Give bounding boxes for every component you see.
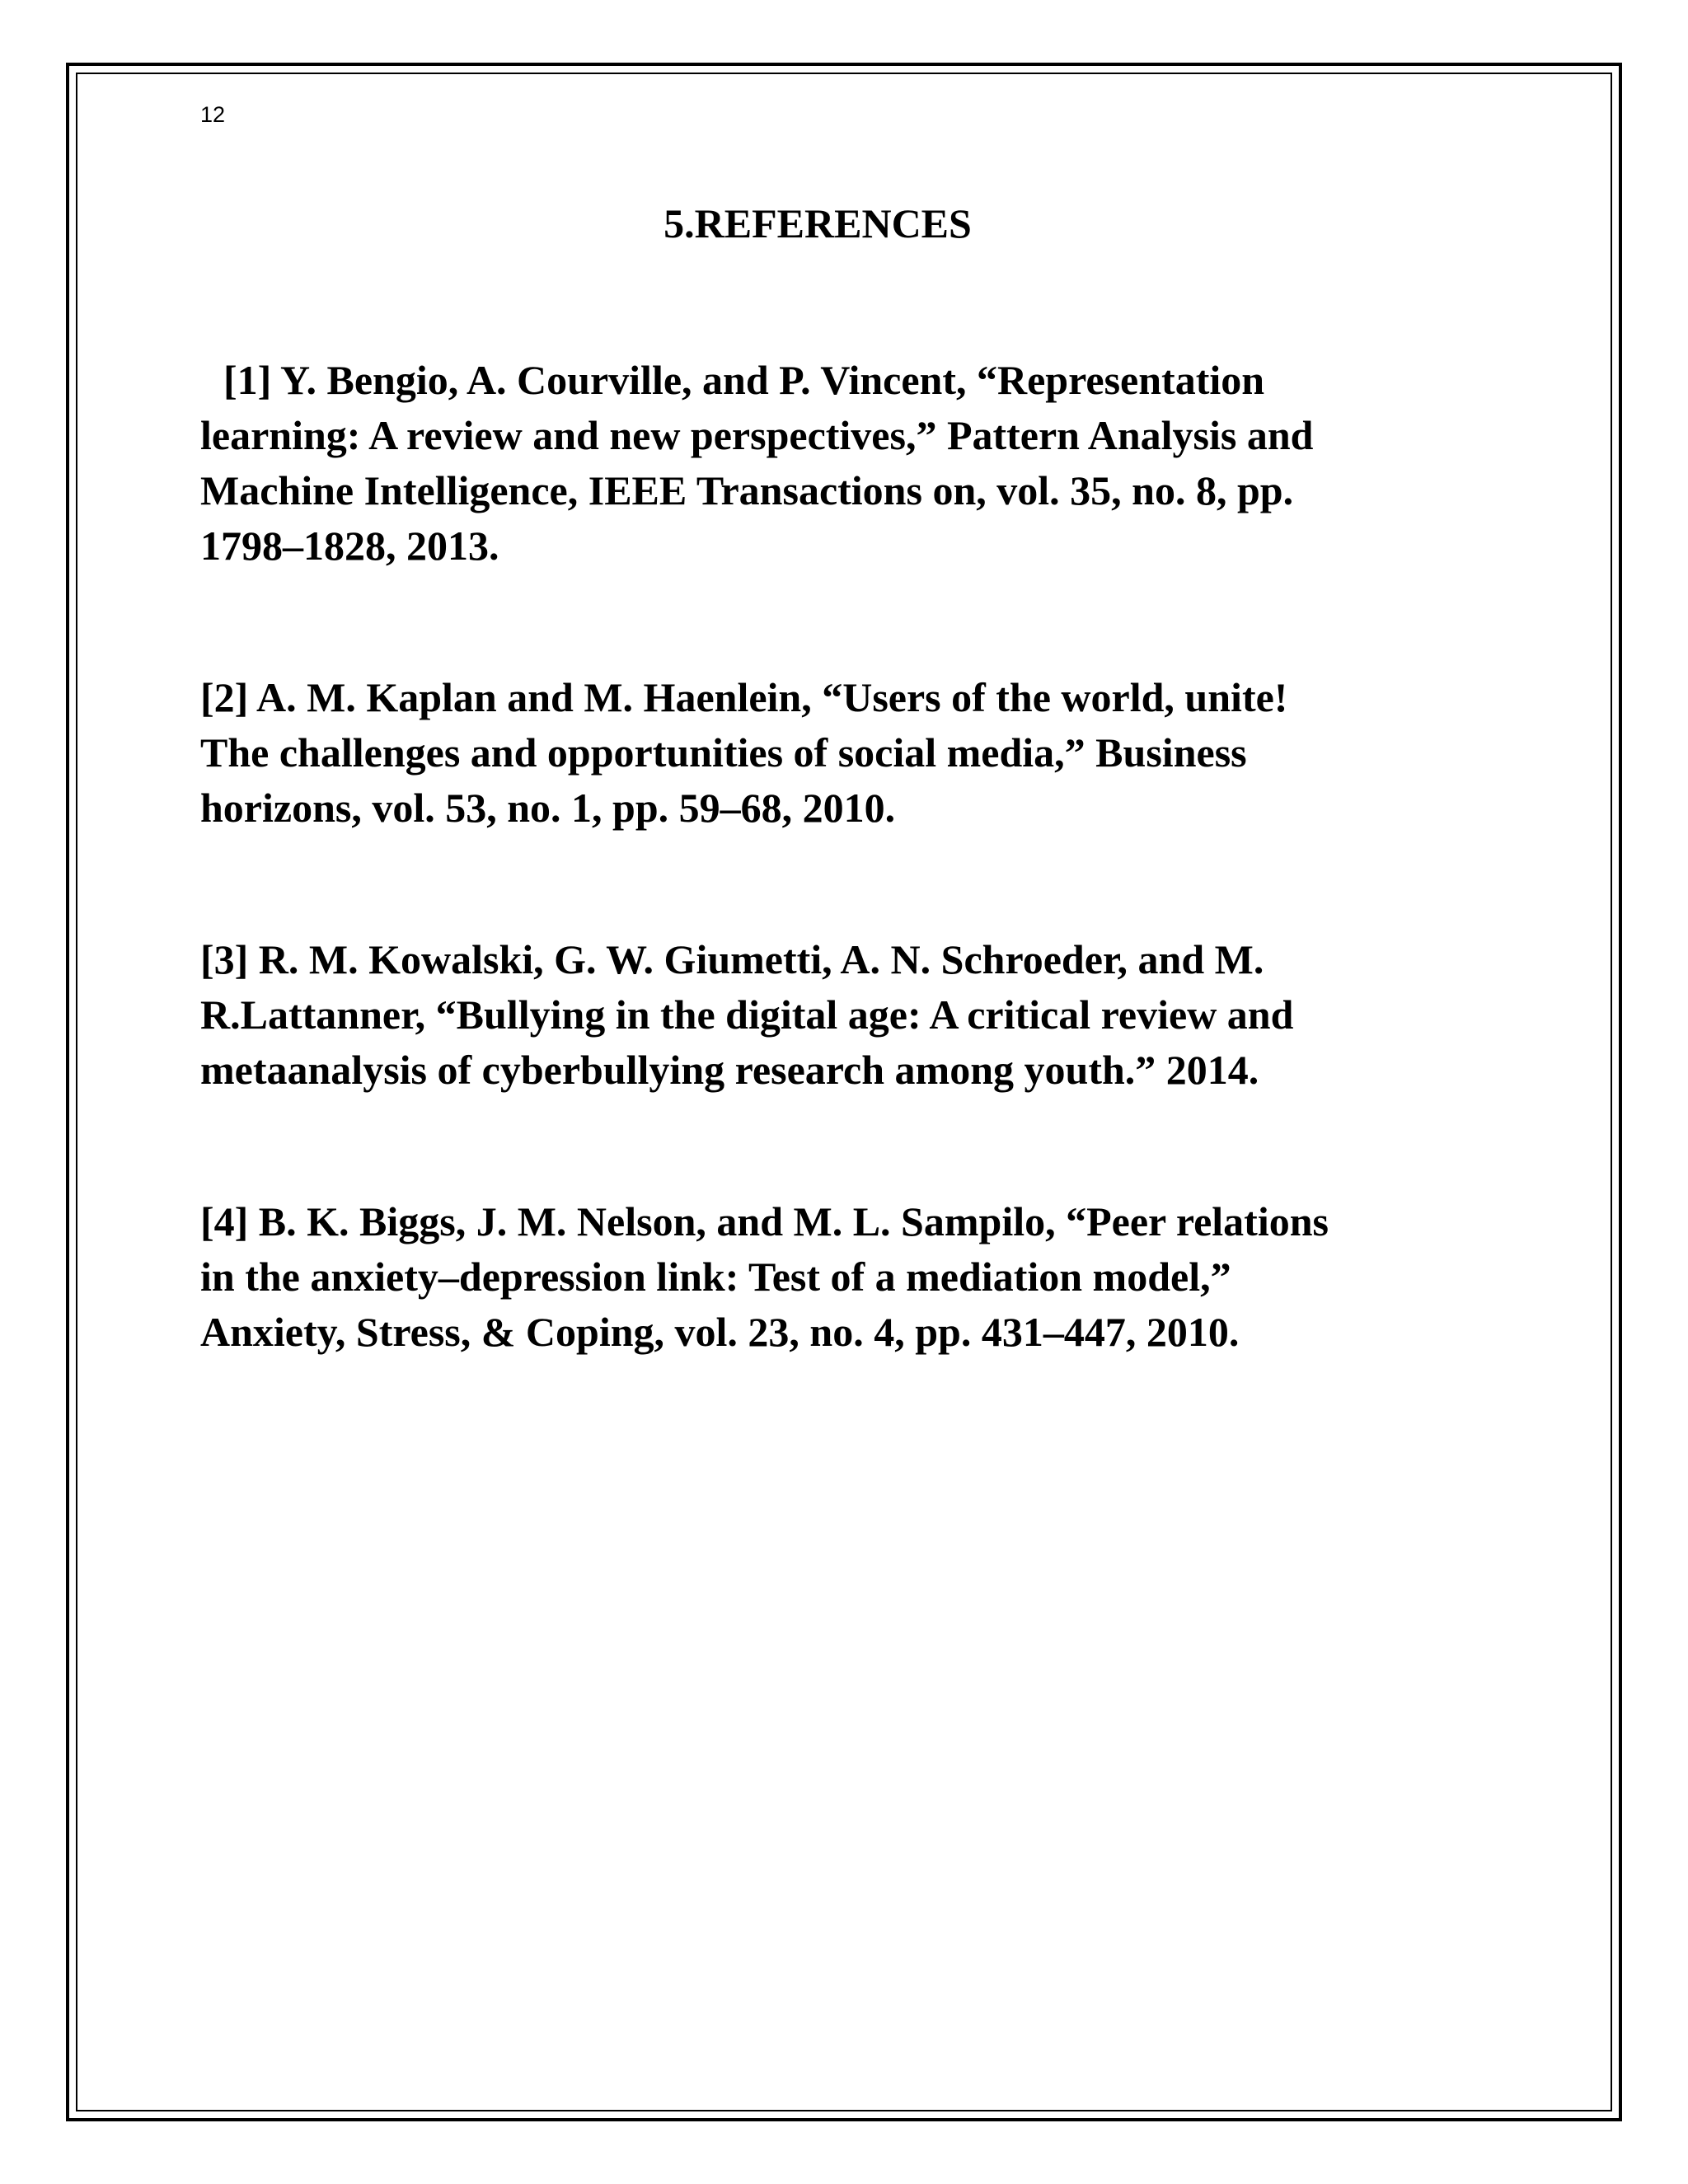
reference-entry xyxy=(200,353,1437,574)
reference-line: Machine Intelligence, IEEE Transactions on, vol. 35, no. 8, pp. xyxy=(200,467,1294,513)
reference-line: learning: A review and new perspectives,” Pattern Analysis and xyxy=(200,412,1314,458)
reference-line: [4] B. K. Biggs, J. M. Nelson, and M. L. Sampilo, “Peer relations xyxy=(200,1198,1329,1244)
page-number: 12 xyxy=(200,102,226,127)
reference-line: Anxiety, Stress, & Coping, vol. 23, no. 4, pp. 431–447, 2010. xyxy=(200,1309,1240,1355)
reference-line: 1798–1828, 2013. xyxy=(200,523,499,569)
reference-entry xyxy=(200,1194,1437,1360)
reference-line: [2] A. M. Kaplan and M. Haenlein, “Users of the world, unite! xyxy=(200,674,1288,720)
reference-line: R.Lattanner, “Bullying in the digital age: A critical review and xyxy=(200,991,1294,1038)
section-heading: 5.REFERENCES xyxy=(663,200,972,246)
reference-line: The challenges and opportunities of social media,” Business xyxy=(200,729,1247,776)
reference-line: in the anxiety–depression link: Test of a mediation model,” xyxy=(200,1254,1231,1300)
reference-line: metaanalysis of cyberbullying research among youth.” 2014. xyxy=(200,1047,1259,1093)
reference-entry xyxy=(200,670,1437,836)
reference-line: horizons, vol. 53, no. 1, pp. 59–68, 2010. xyxy=(200,785,896,831)
reference-entry xyxy=(200,932,1437,1098)
reference-line: [3] R. M. Kowalski, G. W. Giumetti, A. N. Schroeder, and M. xyxy=(200,936,1264,982)
reference-line: [1] Y. Bengio, A. Courville, and P. Vincent, “Representation xyxy=(223,357,1265,403)
